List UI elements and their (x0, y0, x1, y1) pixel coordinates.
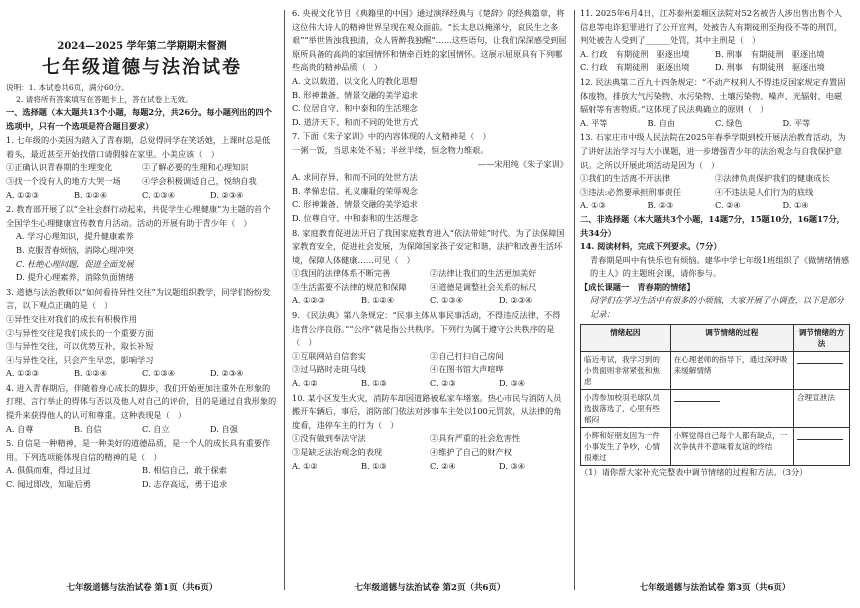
table-cell: 在心理老师的指导下，通过深呼吸来缓解情绪 (670, 351, 793, 389)
answer-blank-cell (793, 427, 849, 465)
option-c: C. 闻过即改，知耻后勇 (6, 479, 91, 490)
answer-options (580, 48, 850, 75)
page-footer: 七年级道德与法治试卷 第1页（共6页） (66, 583, 218, 594)
option-d: D. ②③④ (210, 189, 244, 200)
option-a: A. ①③ (580, 200, 606, 211)
question-stem: 11. 2025年6月4日，江苏泰州姜堰区法院对52名被告人涉出售出售个人信息等电诈犯罪进行了公开宣判，处被告人有期徒刑至拘役不等的刑罚，判处被告人受到了______处罚，其中主刑是（ ） (580, 8, 843, 46)
item: ①我国的法律体系不断完善 (292, 268, 391, 279)
item: ④在图书馆大声喧哗 (430, 364, 504, 375)
option-b: B. ①②④ (74, 189, 108, 200)
item: ②自己打扫自己房间 (430, 350, 504, 361)
option-a: A. ①②③ (292, 295, 326, 306)
question-12 (580, 76, 850, 130)
question-stem: 1. 七年级的小美因为踏入了青春期，总觉得同学在笑话她，上课时总是低着头，最近甚至开始找借口请假躲在家里。小美应该（ ） (6, 135, 271, 159)
item: ①正确认识青春期的生理变化 (6, 162, 113, 173)
answer-blank[interactable] (674, 392, 720, 402)
item: D. 位尊自守、中和泰和的生活理念 (292, 212, 419, 223)
question-14-stem: 14. 阅读材料，完成下列要求。（7分） (580, 241, 722, 252)
question-stem: 10. 某小区发生火灾，消防车却因道路被私家车堵塞。热心市民与消防人员搬开车辆后，事后，消防部门依法对涉事车主处以100元罚款，从法律的角度看，违停车主的行为（ ） (292, 392, 562, 430)
quote-source: ——宋用纯《朱子家训》 (477, 158, 568, 169)
answer-options (292, 294, 568, 308)
table-cell: 临近考试，我学习到的小贵面则非常紧张和焦虑 (581, 351, 671, 389)
question-stem: 9. 《民法典》第八条规定：“民事主体从事民事活动，不得违反法律，不得违背公序良俗。”“公序”就是指公共秩序。下列行为属于遵守公共秩序的是（ ） (292, 310, 561, 348)
item: ③与异性交往，可以优势互补，取长补短 (6, 341, 154, 352)
column-divider (574, 10, 575, 590)
option-a: A. 行政 有期徒刑 驱逐出境 (580, 48, 690, 59)
question-7 (292, 130, 568, 225)
table-cell: 小涛参加校羽毛球队员选拔落选了，心里有些郁闷 (581, 389, 671, 427)
answer-options (580, 117, 850, 131)
item: ②具有严重的社会危害性 (430, 433, 521, 444)
option-d: D. 刑事 有期徒刑 驱逐出境 (715, 62, 825, 73)
item: ③生活需要不法律的规范和保障 (292, 281, 407, 292)
item: ②了解必要的生理和心理知识 (142, 162, 249, 173)
question-5 (6, 437, 278, 491)
question-10 (292, 392, 568, 474)
item: C. 形神兼备、情景交融的美学追求 (292, 199, 418, 210)
answer-options (292, 460, 568, 474)
option-b: B. ①③ (361, 378, 387, 389)
page-footer: 七年级道德与法治试卷 第2页（共6页） (354, 583, 506, 594)
question-stem: 3. 道德与法治教师以“如何看待异性交往”为议题组织教学，同学们纷纷发言，以下观点正确的是（ ） (6, 286, 271, 311)
sub-question-1: （1）请你帮大家补充完整表中调节情绪的过程和方法。（3分） (580, 466, 808, 477)
option-a: A. ①②③ (6, 189, 40, 200)
question-stem: 8. 家庭教育促进法开启了我国家庭教育进入“依法带娃”时代。为了法保障国家教育安全，促进社会发展，为保障国家孩子安定和谐，法护和改善生活环境，保障人体健康……可见（ ） (292, 227, 565, 265)
question-3 (6, 286, 278, 381)
emotion-table (580, 324, 850, 466)
option-b: B. ①②④ (361, 295, 395, 306)
option-c: C. ①③④ (142, 189, 176, 200)
option-d: D. 自强 (210, 423, 238, 434)
table-header: 情绪起因 (581, 324, 671, 351)
question-stem: 6. 央视文化节目《典籍里的中国》通过演绎经典与《楚辞》的经典篇章，将这位伟大诗人的精神世界呈现在观众面前。“长太息以掩涕兮，哀民生之多艰”“举世皆浊我独清，众人皆醉我独醒”……这些语句，让我们深深感受到屈原所具备的高尚的家国情怀和情牵百姓的家国情怀。这展示屈原具有下列哪些高贵的精神品质（ ） (292, 8, 567, 73)
question-items (6, 161, 278, 188)
option-a: A. 自尊 (6, 423, 34, 434)
item: B. 孝悌忠信、礼义廉耻的荣辱观念 (292, 185, 418, 196)
option-d: D. ②③④ (499, 295, 533, 306)
answer-options (292, 377, 568, 391)
option-d: D. 平等 (782, 117, 811, 128)
column-divider (284, 10, 285, 590)
item: ④与异性交往，只会产生早恋，影响学习 (6, 354, 154, 365)
page-footer: 七年级道德与法治试卷 第3页（共6页） (639, 583, 791, 594)
page-column-3 (580, 6, 850, 596)
table-row (581, 389, 850, 427)
option-d: D. ③④ (499, 378, 526, 389)
option-c: C. ②③ (430, 378, 456, 389)
item: C. 杜绝心理问题，促进全面发展 (16, 258, 134, 269)
question-stem: 7. 下面《朱子家训》中的内容体现的人文精神是（ ） (292, 131, 491, 142)
option-a: A. ①② (292, 378, 318, 389)
answer-blank[interactable] (797, 354, 843, 364)
answer-options (6, 423, 278, 437)
question-items (292, 432, 568, 459)
item: ④道德是调整社会关系的标尺 (430, 281, 537, 292)
table-header: 调节情绪的过程 (670, 324, 793, 351)
question-6 (292, 7, 568, 129)
option-c: C. 行政 有期徒刑 驱逐出境 (580, 62, 690, 73)
option-b: B. 刑事 有期徒刑 驱逐出境 (715, 48, 825, 59)
page-column-2 (292, 6, 568, 596)
item: ②法律负责保护我们的健康成长 (715, 173, 830, 184)
item: ①没有做到奉法守法 (292, 433, 366, 444)
table-header-row (581, 324, 850, 351)
option-a: A. 俱俱而难，得过且过 (6, 465, 91, 476)
item: ③是缺乏法治观念的表现 (292, 447, 383, 457)
item: ①我们的生活离不开法律 (580, 173, 671, 184)
option-b: B. 自信 (74, 423, 102, 434)
item: ④维护了自己的财产权 (430, 447, 512, 457)
item: C. 位居自守、和中泰和的生活理念 (292, 103, 418, 114)
question-2 (6, 203, 278, 285)
option-d: D. ③④ (499, 460, 526, 471)
table-cell: 小辉和好朋友因为一件小事发生了争吵，心情很难过 (581, 427, 671, 465)
answer-options (6, 464, 278, 491)
answer-options (6, 189, 278, 203)
option-d: D. ①④ (782, 200, 809, 211)
table-cell: 小辉觉得自己每个人都有缺点，一次争执并不意味着友谊的终结 (670, 427, 793, 465)
option-c: C. ①③④ (142, 368, 176, 379)
option-c: C. 自立 (142, 423, 170, 434)
activity-intro: 同学们在学习生活中有很多的小烦恼，大家开展了小调查，以下是部分记录： (590, 295, 844, 320)
question-items (580, 172, 850, 199)
exam-title: 七年级道德与法治试卷 (42, 57, 242, 78)
question-1 (6, 134, 278, 202)
option-b: B. ①②④ (74, 368, 108, 379)
question-stem: 12. 民法典第二百九十四条规定：“不动产权利人不得违反国家规定弃置固体废物，排放大气污染物、水污染物、土壤污染物、噪声、光辐射、电磁辐射等有害物质。”这体现了民法典确立的原则（ ） (580, 76, 846, 115)
answer-options (6, 367, 278, 381)
item: D. 提升心理素养，消除负面情绪 (16, 272, 134, 283)
option-d: D. 志存高远，勇于追求 (142, 479, 228, 490)
item: B. 克服青春烦恼，消除心理冲突 (16, 244, 134, 255)
item: ③找一个没有人的地方大哭一场 (6, 175, 121, 186)
note-2: 2. 请将所有答案填写在答题卡上，答在试卷上无效。 (16, 95, 193, 104)
page-column-1 (6, 6, 278, 596)
table-row (581, 427, 850, 465)
table-cell: 合理宣泄法 (793, 389, 849, 427)
item: ②法律让我们的生活更加美好 (430, 268, 537, 279)
option-b: B. 自由 (647, 117, 676, 128)
answer-blank[interactable] (797, 430, 843, 440)
item: ④学会积极调适自己，悦纳自我 (142, 175, 257, 186)
question-11 (580, 7, 850, 75)
question-8 (292, 227, 568, 309)
question-items (292, 350, 568, 377)
item: B. 形神兼备、情景交融的美学追求 (292, 89, 418, 100)
option-c: C. 绿色 (715, 117, 743, 128)
option-a: A. ①② (292, 460, 318, 471)
table-row (581, 351, 850, 389)
question-stem: 2. 教育部开展了以“全社会群行动起来，共促学生心理健康”为主题的首个全国学生心理健康宣传教育月活动。活动的开展有助于青少年（ ） (6, 204, 271, 228)
exam-term: 2024—2025 学年第二学期期末督测 (57, 41, 227, 52)
section-2-title: 二、非选择题（本大题共3个小题，14题7分，15题10分，16题17分，共34分） (580, 213, 845, 238)
note-1: 说明：1. 本试卷共6页，满分60分。 (6, 83, 129, 92)
item: A. 学习心理知识，提升健康素养 (16, 231, 134, 242)
section-1-title: 一、选择题（本大题共13个小题，每题2分，共26分。每小题列出的四个选项中，只有一个选项是符合题目要求） (6, 107, 272, 131)
option-b: B. ①③ (361, 460, 387, 471)
question-9 (292, 309, 568, 391)
item: ③过马路时走斑马线 (292, 364, 366, 375)
item: A. 文以载道、以文化人的教化思想 (292, 75, 418, 86)
item: ④不违法是人们行为的底线 (715, 186, 814, 197)
option-c: C. ①③④ (430, 295, 464, 306)
option-d: D. ②③④ (210, 368, 244, 379)
item: ③违法:必然要承担刑事责任 (580, 186, 682, 197)
option-c: C. ②④ (430, 460, 456, 471)
activity-title: 【成长课题一 青春期的情绪】 (580, 281, 695, 292)
answer-blank-cell (793, 351, 849, 389)
question-stem: 4. 进入青春期后，伴随着身心成长的脚步，我们开始更加注重外在形象的打理、言行举止的得体与否以及他人对自己的评价，目的是通过自我形象的提升来获得他人的认可和尊重。这种表现是（ ） (6, 382, 277, 421)
question-stem: 5. 自信是一种精神，是一种美好的道德品质，是一个人的成长具有重要作用。下列选项能体现自信的精神的是（ ） (6, 438, 271, 462)
question-4 (6, 382, 278, 436)
item: ②与异性交往是我们成长的一个重要方面 (6, 327, 154, 338)
option-b: B. 相信自己，敢于探索 (142, 465, 227, 476)
item: A. 求同存异、和而不同的处世方法 (292, 172, 418, 183)
item: ①互联网站自信套实 (292, 350, 366, 361)
item: ①异性交往对我们的成长有积极作用 (6, 313, 138, 324)
item: D. 道济天下、和而不同的处世方式 (292, 116, 419, 127)
question-stem: 13. 石家庄市中级人民法院在2025年春季学期到校开展法治教育活动，为了讲好法治学习与大小课题，进一步增强青少年的法治观念与自我保护意识。之所以开展此项活动是因为（ ） (580, 132, 846, 170)
answer-blank-cell (670, 389, 793, 427)
question-14-intro: 青春期是叫中有快乐也有烦恼。建华中学七年级1班组织了《做情绪情感的主人》的主题班会课，请你参与。 (590, 254, 850, 279)
quote-text: 一粥一饭，当思来处不易；半丝半缕，恒念物力维艰。 (292, 144, 489, 155)
table-header: 调节情绪的方法 (793, 324, 849, 351)
question-13 (580, 131, 850, 213)
answer-options (580, 199, 850, 213)
option-a: A. 平等 (580, 117, 608, 128)
question-items (292, 267, 568, 294)
option-b: B. ②③ (647, 200, 674, 211)
option-a: A. ①②③ (6, 368, 40, 379)
option-c: C. ②④ (715, 200, 741, 211)
